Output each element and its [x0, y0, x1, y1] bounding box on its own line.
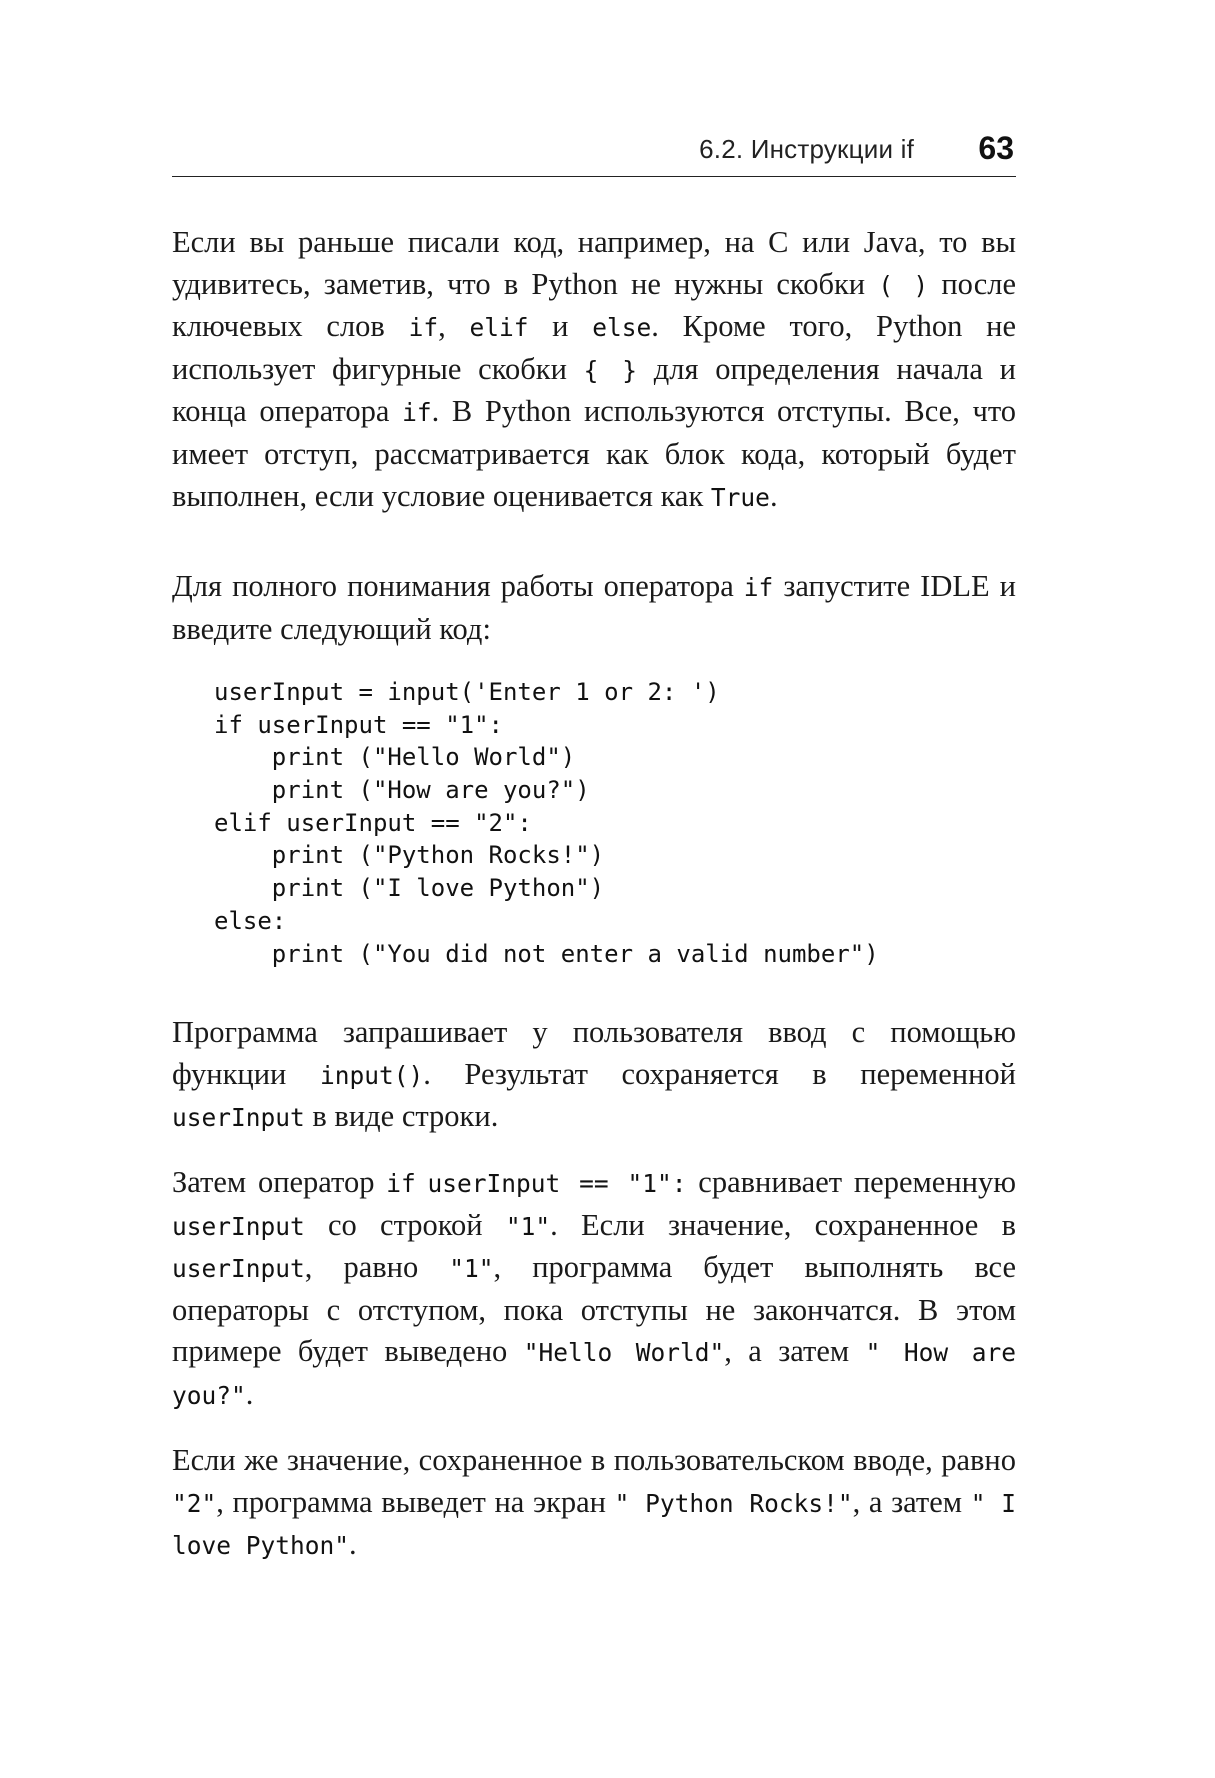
text-run: и — [528, 309, 593, 344]
running-header — [172, 120, 1016, 177]
inline-code: if — [743, 573, 774, 602]
text-run: , а затем — [724, 1334, 866, 1369]
paragraph-idle — [172, 566, 1016, 650]
text-run: Если же значение, сохраненное в пользовательском вводе, равно — [172, 1443, 1016, 1477]
inline-code: input() — [319, 1060, 424, 1090]
code-line: print ("I love Python") — [214, 874, 605, 903]
text-run: после ключевых слов — [172, 266, 1016, 344]
paragraph-input-explain — [172, 1012, 1016, 1139]
text-run: сравнивает переменную — [686, 1165, 1016, 1199]
inline-code: " How are you?" — [172, 1338, 1016, 1410]
inline-code: "1" — [449, 1254, 494, 1284]
text-run: , программа будет выполнять все операторы с отступом, пока отступы не закончатся. В этом примере будет выведено — [172, 1250, 1016, 1369]
inline-code: if — [386, 1169, 416, 1198]
paragraph-if-explain — [172, 1162, 1016, 1417]
text-run: , программа выведет на экран — [216, 1484, 615, 1519]
text-run: . — [245, 1376, 254, 1411]
code-line: print ("You did not enter a valid number") — [214, 939, 879, 968]
code-line: print ("Python Rocks!") — [214, 841, 605, 870]
code-line: elif userInput == "2": — [214, 808, 532, 837]
text-run: , — [438, 309, 470, 344]
page-number: 63 — [978, 130, 1014, 166]
section-title: 6.2. Инструкции if — [699, 134, 914, 164]
inline-code: userInput — [172, 1103, 305, 1133]
inline-code: ( ) — [878, 270, 929, 300]
inline-code: " Python Rocks!" — [614, 1488, 853, 1518]
text-run: Для полного понимания работы оператора — [172, 569, 744, 603]
text-run: . Кроме того, Python не использует фигурные скобки — [172, 309, 1017, 386]
text-run: в виде строки. — [304, 1099, 499, 1134]
text-run: , а затем — [852, 1484, 971, 1519]
paragraph-intro — [172, 222, 1016, 518]
inline-code: { } — [583, 355, 637, 385]
inline-code: userInput — [172, 1211, 305, 1241]
paragraph-else-explain — [172, 1440, 1016, 1567]
text-run: , равно — [304, 1250, 450, 1285]
text-run: . — [349, 1527, 357, 1562]
code-line: if userInput == "1": — [214, 710, 503, 739]
code-line: print ("How are you?") — [214, 776, 590, 805]
inline-code: elif — [469, 313, 529, 343]
inline-code: userInput == "1": — [427, 1169, 687, 1198]
text-run: Затем оператор — [172, 1165, 387, 1199]
text-run: . Результат сохраняется в переменной — [423, 1056, 1016, 1091]
code-listing — [214, 676, 879, 970]
inline-code: "1" — [505, 1211, 551, 1241]
text-run: со строкой — [304, 1207, 506, 1242]
code-line: else: — [214, 906, 287, 935]
text-run: . — [769, 478, 778, 513]
inline-code: else — [592, 313, 652, 343]
text-run: запустите IDLE и введите следующий код: — [172, 569, 1016, 646]
text-run: Программа запрашивает у пользователя ввод с помощью функции — [172, 1015, 1016, 1091]
code-line: userInput = input('Enter 1 or 2: ') — [214, 678, 720, 706]
inline-code: "2" — [172, 1488, 217, 1518]
text-run — [416, 1165, 428, 1199]
code-line: print ("Hello World") — [214, 743, 576, 772]
inline-code: userInput — [172, 1254, 305, 1284]
text-run: Если вы раньше писали код, например, на C или Java, то вы удивитесь, заметив, что в Python не нужны скобки — [172, 225, 1016, 301]
inline-code: True — [710, 482, 770, 512]
text-run: для определения начала и конца оператора — [172, 351, 1016, 429]
text-run: . Если значение, сохраненное в — [550, 1207, 1016, 1242]
inline-code: if — [408, 313, 439, 343]
inline-code: "Hello World" — [523, 1338, 725, 1368]
inline-code: if — [402, 398, 432, 428]
text-run: . В Python используются отступы. Все, что имеет отступ, рассматривается как блок кода, который будет выполнен, если условие оценивается как — [172, 394, 1016, 513]
inline-code: " I love Python" — [172, 1488, 1016, 1561]
